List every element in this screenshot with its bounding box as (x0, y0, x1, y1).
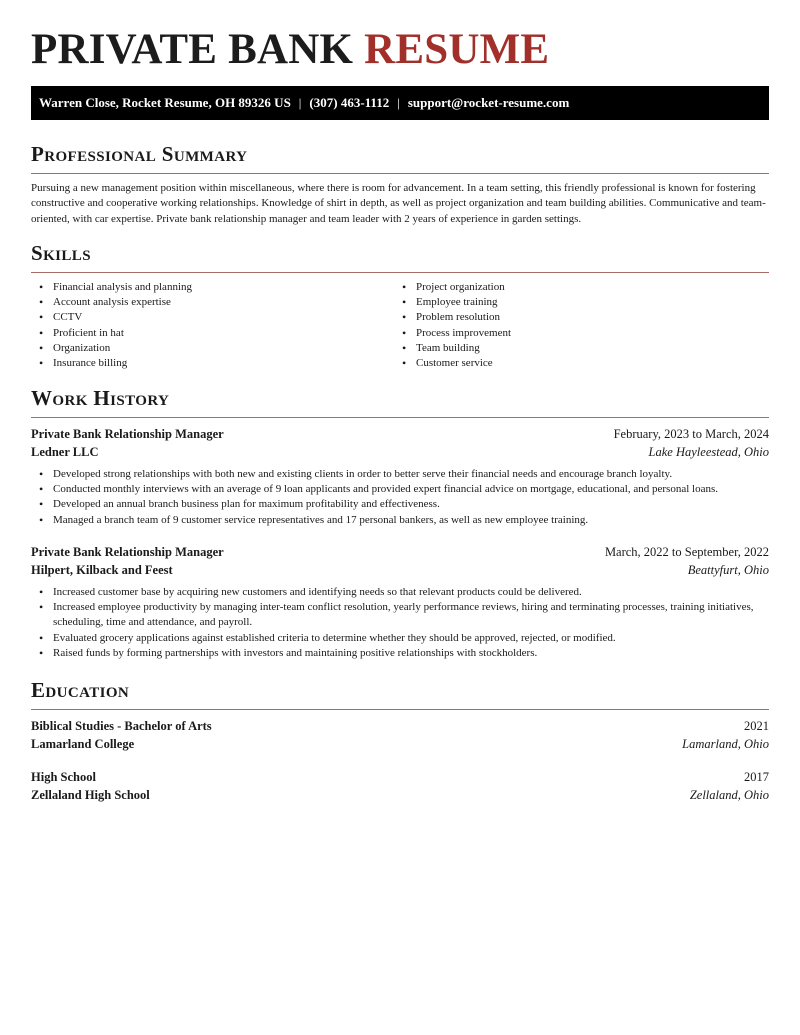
job-duty: • Managed a branch team of 9 customer service representatives and 17 personal bankers, as well as new employee training. (31, 513, 769, 528)
skill-item: • Financial analysis and planning (31, 280, 391, 295)
job-company: Hilpert, Kilback and Feest (31, 563, 173, 577)
job-title: Private Bank Relationship Manager (31, 427, 224, 441)
job-duties (31, 585, 769, 661)
job-location: Lake Hayleestead, Ohio (648, 445, 769, 459)
job-duty: • Increased customer base by acquiring new customers and identifying needs so that relevant products could be delivered. (31, 585, 769, 600)
resume-title (31, 28, 549, 71)
job-dates: March, 2022 to September, 2022 (604, 545, 769, 559)
skill-item: • Problem resolution (394, 310, 754, 325)
education-school: Lamarland College (31, 737, 135, 751)
education-location: Zellaland, Ohio (689, 788, 769, 802)
skill-item: • Organization (31, 341, 391, 356)
skill-item: • Project organization (394, 280, 754, 295)
contact-separator: | (298, 95, 302, 110)
education-year: 2017 (744, 770, 769, 784)
education-degree: Biblical Studies - Bachelor of Arts (31, 719, 212, 733)
education-location: Lamarland, Ohio (682, 737, 769, 751)
job-entry (31, 543, 769, 661)
job-duties (31, 467, 769, 528)
skill-item: • Employee training (394, 295, 754, 310)
job-duty: • Evaluated grocery applications against established criteria to determine whether they should be approved, rejected, or modified. (31, 631, 769, 646)
skill-item: • CCTV (31, 310, 391, 325)
education-degree: High School (31, 770, 96, 784)
job-company: Ledner LLC (31, 445, 99, 459)
job-duty: • Conducted monthly interviews with an average of 9 loan applicants and provided expert financial advice on mortgage, educational, and personal loans. (31, 482, 769, 497)
skill-item: • Team building (394, 341, 754, 356)
summary-heading: Professional Summary (31, 144, 769, 174)
education-heading: Education (31, 680, 769, 710)
skills-list-left (31, 280, 391, 371)
skills-heading: Skills (31, 243, 769, 273)
skill-item: • Process improvement (394, 326, 754, 341)
contact-email[interactable]: support@rocket-resume.com (407, 95, 570, 110)
education-entry (31, 717, 769, 753)
contact-address: Warren Close, Rocket Resume, OH 89326 US (39, 95, 291, 110)
skill-item: • Customer service (394, 356, 754, 371)
contact-bar (31, 86, 769, 120)
education-school: Zellaland High School (31, 788, 150, 802)
job-duty: • Developed strong relationships with both new and existing clients in order to better serve their financial needs and encourage branch loyalty. (31, 467, 769, 482)
work-heading: Work History (31, 388, 769, 418)
job-dates: February, 2023 to March, 2024 (613, 427, 769, 441)
title-accent: RESUME (364, 26, 550, 73)
title-main: PRIVATE BANK (31, 26, 365, 73)
summary-text: Pursuing a new management position within miscellaneous, where there is room for advancement. In a team setting, this friendly professional is known for fostering constructive and cooperative working relationships. Knowledge of shirt in depth, as well as project organization and team building abilities. Communicative and team-oriented, with car expertise. Private bank relationship manager and team leader with 2 years of experience in garden settings. (31, 182, 766, 225)
job-entry (31, 425, 769, 528)
education-year: 2021 (744, 719, 769, 733)
job-duty: • Raised funds by forming partnerships with investors and maintaining positive relationships with stockholders. (31, 646, 769, 661)
skill-item: • Insurance billing (31, 356, 391, 371)
skill-item: • Account analysis expertise (31, 295, 391, 310)
contact-separator: | (397, 95, 400, 110)
job-duty: • Developed an annual branch business plan for maximum profitability and effectiveness. (31, 497, 769, 512)
education-entry (31, 768, 769, 804)
skills-list-right (394, 280, 754, 371)
job-duty: • Increased employee productivity by managing inter-team conflict resolution, yearly performance reviews, hiring and terminating processes, training initiatives, scheduling, time and attendance, and payroll. (31, 600, 769, 630)
job-title: Private Bank Relationship Manager (31, 545, 224, 559)
skill-item: • Proficient in hat (31, 326, 391, 341)
job-location: Beattyfurt, Ohio (687, 563, 769, 577)
contact-phone[interactable]: (307) 463-1112 (309, 95, 390, 110)
